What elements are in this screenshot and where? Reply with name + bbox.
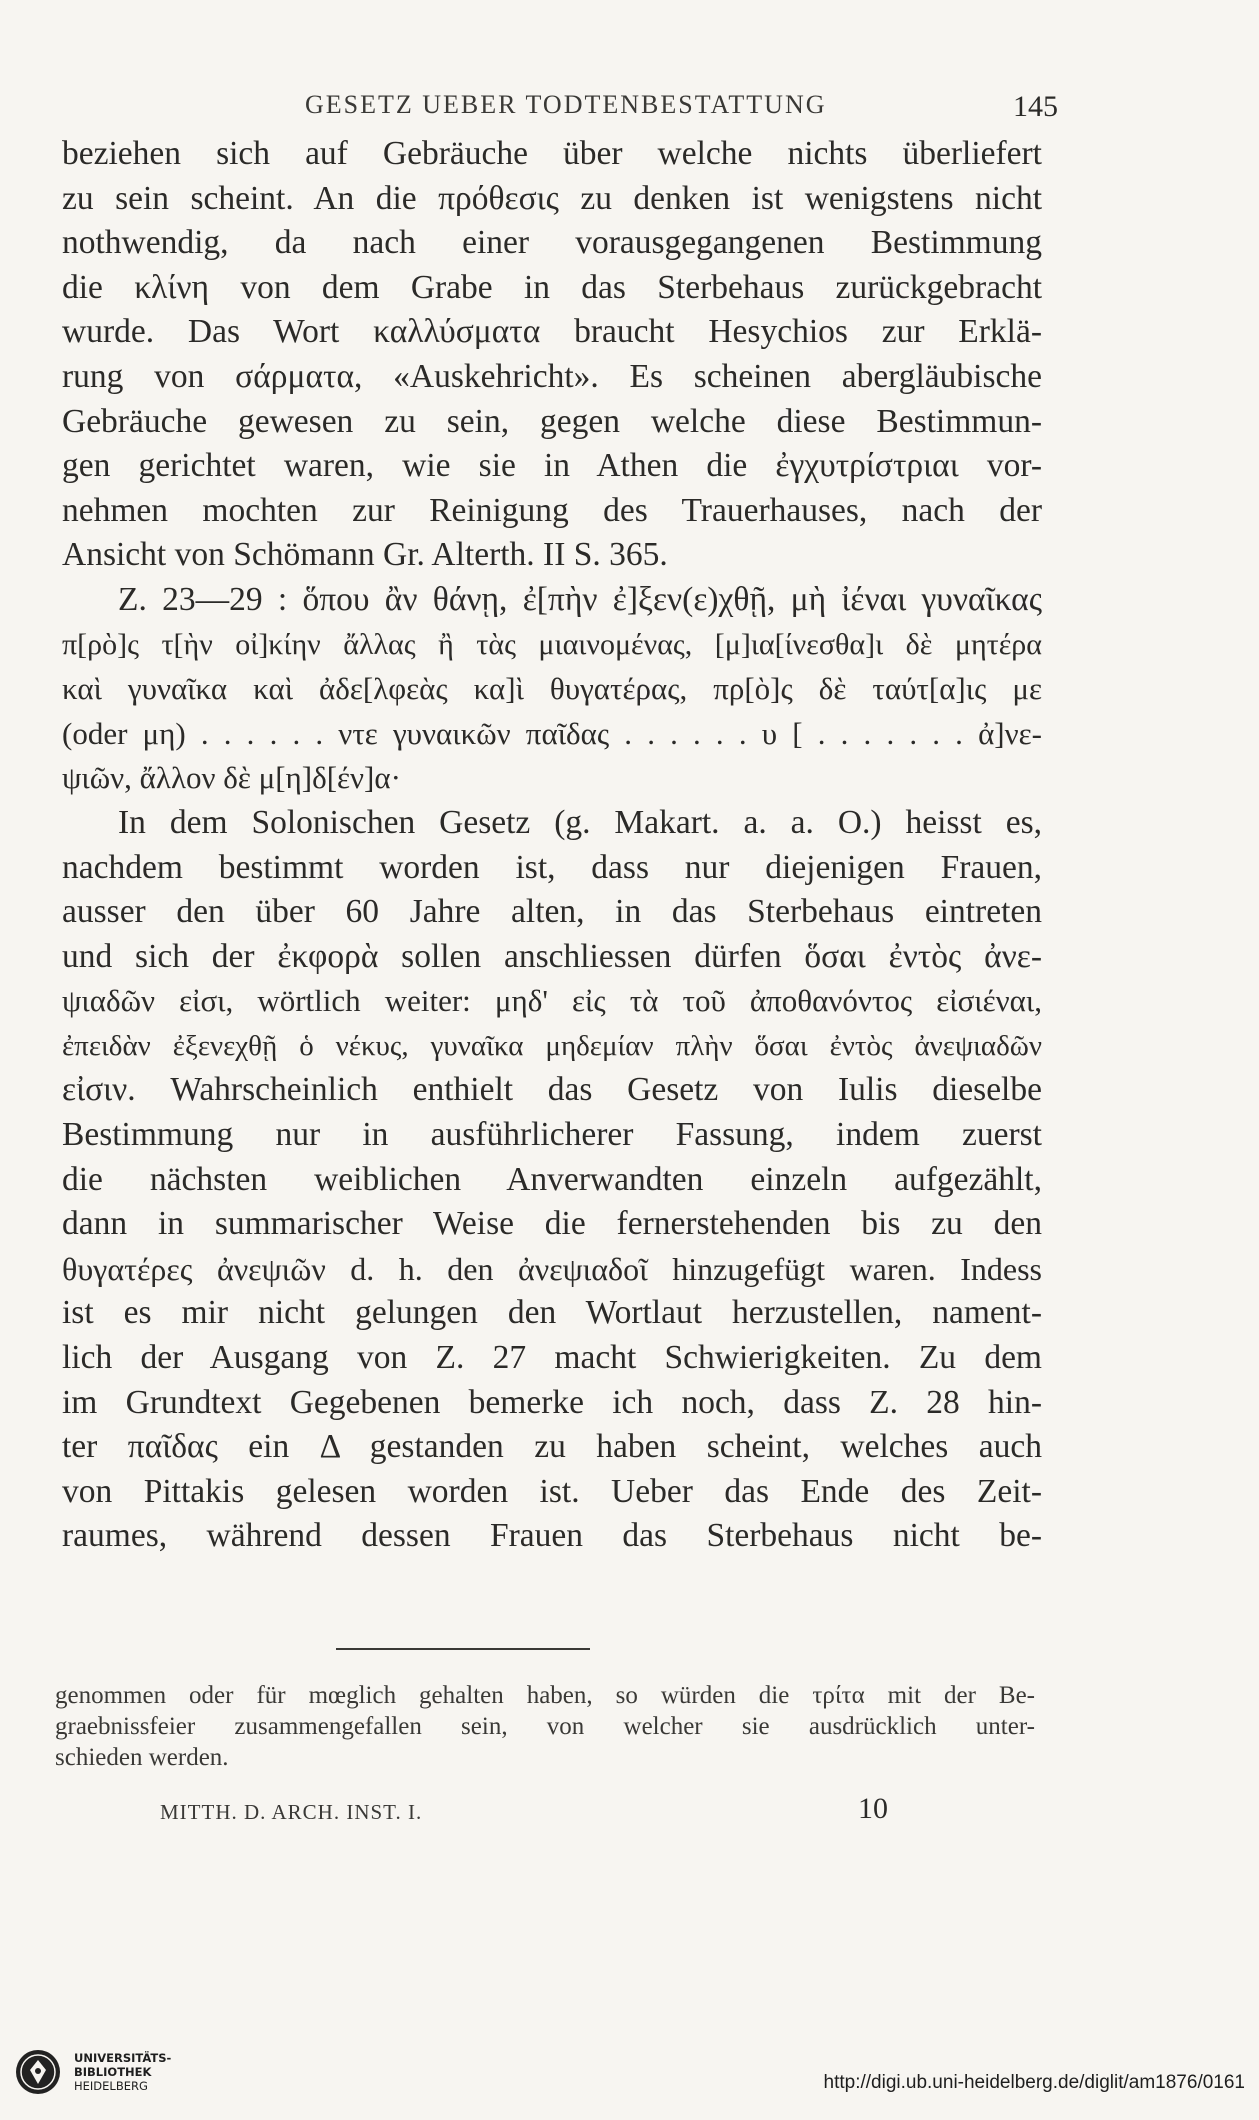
footnote-divider [336, 1648, 590, 1650]
library-name-line: BIBLIOTHEK [74, 2065, 152, 2079]
footnote-line: graebnissfeier zusammengefallen sein, von welcher sie ausdrücklich unter- [55, 1713, 1035, 1740]
text-line: ἐπειδὰν ἐξενεχθῇ ὁ νέκυς, γυναῖκα μηδεμίαν πλὴν ὅσαι ἐντὸς ἀνεψιαδῶν [62, 1029, 1042, 1062]
text-line: ist es mir nicht gelungen den Wortlaut herzustellen, nament- [62, 1294, 1042, 1332]
text-line: nehmen mochten zur Reinigung des Trauerhauses, nach der [62, 491, 1042, 529]
running-head: GESETZ UEBER TODTENBESTATTUNG [305, 90, 827, 119]
text-line: ψιαδῶν εἰσι, wörtlich weiter: μηδ' εἰς τὰ τοῦ ἀποθανόντος εἰσιέναι, [62, 983, 1042, 1019]
text-line: und sich der ἐκφορὰ sollen anschliessen dürfen ὅσαι ἐντὸς ἀνε- [62, 937, 1042, 975]
text-line: Gebräuche gewesen zu sein, gegen welche diese Bestimmun- [62, 402, 1042, 440]
greek-quote-line: ψιῶν, ἄλλον δὲ μ[η]δ[έν]α· [62, 760, 401, 796]
library-name [74, 2051, 171, 2093]
text-line: εἰσιν. Wahrscheinlich enthielt das Gesetz von Iulis dieselbe [62, 1071, 1042, 1109]
greek-quote-line: π[ρὸ]ς τ[ὴν οἰ]κίην ἄλλας ἢ τὰς μιαινομένας, [μ]ια[ίνεσθα]ι δὲ μητέρα [62, 627, 1042, 661]
library-name-line: HEIDELBERG [74, 2079, 148, 2093]
text-line: Ansicht von Schömann Gr. Alterth. II S. 365. [62, 536, 668, 574]
text-line: lich der Ausgang von Z. 27 macht Schwierigkeiten. Zu dem [62, 1339, 1042, 1377]
text-line: die κλίνη von dem Grabe in das Sterbehaus zurückgebracht [62, 268, 1042, 306]
text-line: θυγατέρες ἀνεψιῶν d. h. den ἀνεψιαδοῖ hinzugefügt waren. Indess [62, 1250, 1042, 1287]
text-line: dann in summarischer Weise die fernerstehenden bis zu den [62, 1205, 1042, 1243]
greek-quote-line: (oder μη) . . . . . . ντε γυναικῶν παῖδας . . . . . . υ [ . . . . . . . ἀ]νε- [62, 715, 1042, 751]
text-line: nothwendig, da nach einer vorausgegangenen Bestimmung [62, 224, 1042, 262]
text-line: In dem Solonischen Gesetz (g. Makart. a. a. O.) heisst es, [118, 803, 1042, 841]
source-url[interactable]: http://digi.ub.uni-heidelberg.de/diglit/am1876/0161 [823, 2072, 1245, 2093]
text-line: von Pittakis gelesen worden ist. Ueber das Ende des Zeit- [62, 1472, 1042, 1510]
page-number: 145 [1013, 90, 1058, 123]
footnote [55, 1680, 1035, 1773]
library-name-line: UNIVERSITÄTS- [74, 2051, 172, 2065]
library-branding [14, 2046, 334, 2106]
text-line: Bestimmung nur in ausführlicherer Fassung, indem zuerst [62, 1116, 1042, 1154]
text-line: ausser den über 60 Jahre alten, in das Sterbehaus eintreten [62, 893, 1042, 931]
greek-quote-line: Z. 23—29 : ὅπου ἂν θάνῃ, ἐ[πὴν ἐ]ξεν(ε)χθῇ, μὴ ἰέναι γυναῖκας [118, 580, 1042, 618]
text-line: rung von σάρματα, «Auskehricht». Es scheinen abergläubische [62, 357, 1042, 395]
text-line: raumes, während dessen Frauen das Sterbehaus nicht be- [62, 1517, 1042, 1555]
text-line: beziehen sich auf Gebräuche über welche nichts überliefert [62, 135, 1042, 172]
printer-signature [160, 1792, 920, 1832]
signature-number: 10 [858, 1792, 888, 1825]
body-text [62, 132, 1042, 1559]
page-header [60, 82, 1058, 128]
text-line: nachdem bestimmt worden ist, dass nur diejenigen Frauen, [62, 848, 1042, 886]
signature-journal: MITTH. D. ARCH. INST. I. [160, 1800, 423, 1824]
text-line: zu sein scheint. An die πρόθεσις zu denken ist wenigstens nicht [62, 179, 1042, 217]
text-line: wurde. Das Wort καλλύσματα braucht Hesychios zur Erklä- [62, 313, 1042, 351]
text-line: ter παῖδας ein Δ gestanden zu haben scheint, welches auch [62, 1428, 1042, 1466]
footnote-line: schieden werden. [55, 1744, 229, 1771]
text-line: im Grundtext Gegebenen bemerke ich noch, dass Z. 28 hin- [62, 1383, 1042, 1421]
university-seal-icon [14, 2048, 62, 2096]
text-line: die nächsten weiblichen Anverwandten einzeln aufgezählt, [62, 1160, 1042, 1198]
footnote-line: genommen oder für mœglich gehalten haben, so würden die τρίτα mit der Be- [55, 1682, 1035, 1709]
greek-quote-line: καὶ γυναῖκα καὶ ἀδε[λφεὰς κα]ὶ θυγατέρας, πρ[ὸ]ς δὲ ταύτ[α]ις με [62, 671, 1042, 707]
text-line: gen gerichtet waren, wie sie in Athen die ἐγχυτρίστριαι vor- [62, 447, 1042, 485]
